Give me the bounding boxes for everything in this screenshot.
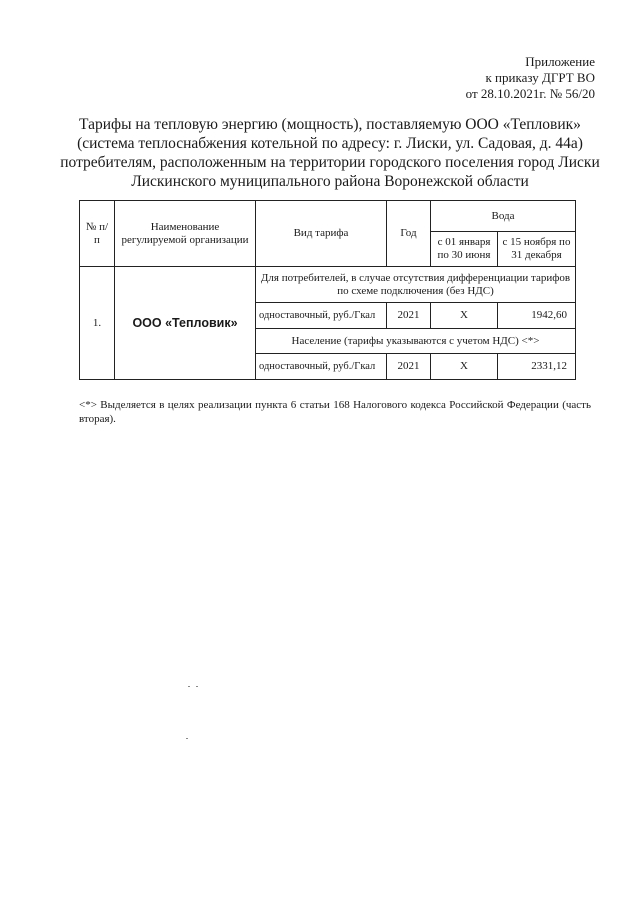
title-line-3: потребителям, расположенным на территории городского поселения город Лиски bbox=[60, 154, 600, 171]
header-org: Наименование регулируемой организации bbox=[115, 201, 256, 267]
scan-speck bbox=[186, 738, 188, 739]
header-tariff-type: Вид тарифа bbox=[256, 201, 387, 267]
row-number: 1. bbox=[80, 267, 115, 380]
title-line-1: Тарифы на тепловую энергию (мощность), поставляемую ООО «Тепловик» bbox=[79, 116, 581, 133]
header-period-2: с 15 ноября по 31 декабря bbox=[498, 232, 576, 267]
section-heading-1: Для потребителей, в случае отсутствия дифференциации тарифов по схеме подключения (без НДС) bbox=[256, 267, 576, 303]
appendix-order-ref: к приказу ДГРТ ВО bbox=[485, 70, 595, 85]
tariff-type-cell: одноставочный, руб./Гкал bbox=[256, 354, 387, 380]
period-2-value: 1942,60 bbox=[498, 303, 576, 329]
document-title bbox=[52, 115, 608, 191]
scan-speck bbox=[188, 686, 190, 687]
period-1-value: Х bbox=[431, 303, 498, 329]
appendix-header bbox=[466, 54, 595, 102]
year-cell: 2021 bbox=[387, 354, 431, 380]
tariff-table bbox=[79, 200, 576, 380]
title-line-4: Лискинского муниципального района Воронежской области bbox=[131, 173, 529, 190]
appendix-order-date: от 28.10.2021г. № 56/20 bbox=[465, 86, 595, 101]
footnote: <*> Выделяется в целях реализации пункта 6 статьи 168 Налогового кодекса Российской Федерации (часть вторая). bbox=[79, 399, 591, 425]
header-num: № п/п bbox=[80, 201, 115, 267]
header-water: Вода bbox=[431, 201, 576, 232]
year-cell: 2021 bbox=[387, 303, 431, 329]
period-1-value: Х bbox=[431, 354, 498, 380]
header-year: Год bbox=[387, 201, 431, 267]
title-line-2: (система теплоснабжения котельной по адресу: г. Лиски, ул. Садовая, д. 44а) bbox=[77, 135, 583, 152]
organization-name: ООО «Тепловик» bbox=[115, 267, 256, 380]
header-period-1: с 01 января по 30 июня bbox=[431, 232, 498, 267]
scan-speck bbox=[196, 686, 198, 687]
tariff-type-cell: одноставочный, руб./Гкал bbox=[256, 303, 387, 329]
appendix-label: Приложение bbox=[525, 54, 595, 69]
section-heading-2: Население (тарифы указываются с учетом НДС) <*> bbox=[256, 329, 576, 354]
period-2-value: 2331,12 bbox=[498, 354, 576, 380]
